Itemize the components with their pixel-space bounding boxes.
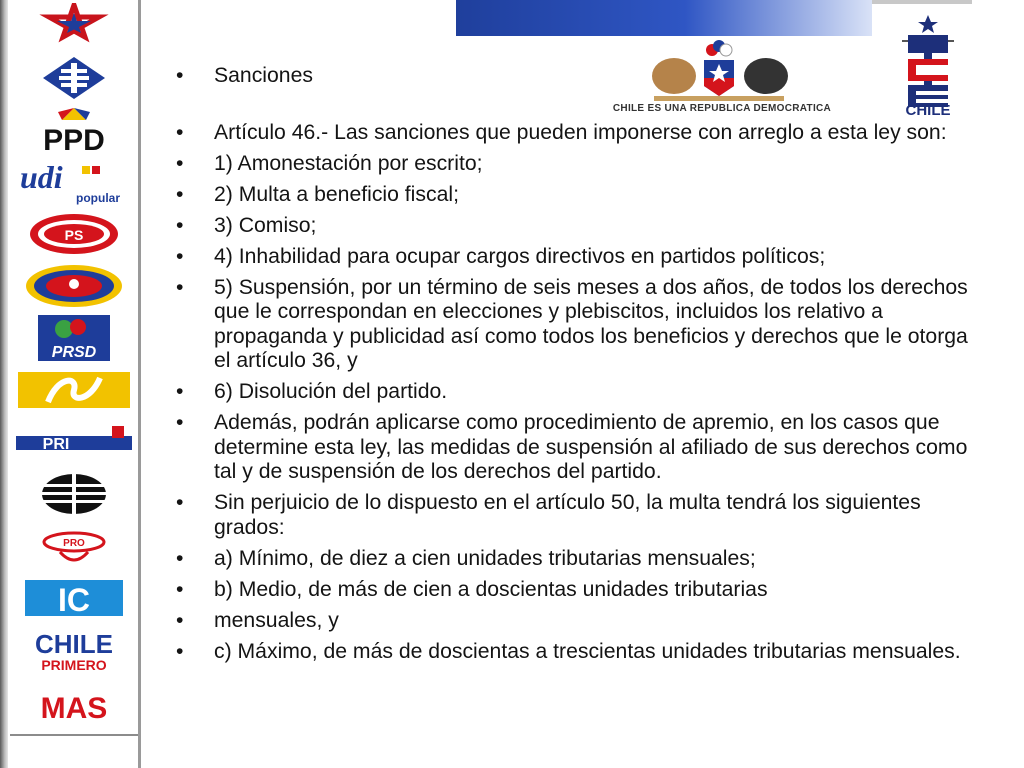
ps-icon <box>24 210 124 258</box>
list-item-text: mensuales, y <box>214 608 339 632</box>
list-item <box>176 64 986 89</box>
list-item-text: 6) Disolución del partido. <box>214 380 448 403</box>
party-logo-strip <box>0 0 140 768</box>
red-blue-circle-logo <box>10 260 138 314</box>
circle-emblem-icon <box>19 262 129 310</box>
header-blue-bar <box>456 0 872 36</box>
bullet-marker: • <box>176 275 184 299</box>
chile-primero-logo <box>10 624 138 678</box>
udi-logo <box>10 156 138 210</box>
list-item <box>176 640 986 665</box>
list-item <box>176 276 986 374</box>
prsd-icon <box>24 313 124 363</box>
list-item-text: 1) Amonestación por escrito; <box>214 151 483 175</box>
strip-divider <box>138 0 141 768</box>
prsd-logo <box>10 312 138 366</box>
list-item <box>176 578 986 603</box>
list-item <box>176 121 986 146</box>
list-item-text: b) Medio, de más de cien a doscientas unidades tributarias <box>214 577 768 601</box>
bullet-marker: • <box>176 411 184 434</box>
list-item <box>176 214 986 239</box>
shield-logo <box>10 52 138 106</box>
pri-text: PRI <box>42 436 70 453</box>
sanctions-bullet-list <box>176 64 986 671</box>
list-item-text: 4) Inhabilidad para ocupar cargos directivos en partidos políticos; <box>214 244 826 268</box>
primero-text: PRIMERO <box>41 657 107 673</box>
bullet-marker: • <box>176 491 184 514</box>
bullet-marker: • <box>176 244 184 268</box>
mas-logo <box>10 676 138 736</box>
chile-text: CHILE <box>35 629 113 659</box>
pro-text: PRO <box>63 538 85 549</box>
list-item <box>176 183 986 208</box>
bullet-marker: • <box>176 151 184 175</box>
pro-logo <box>10 520 138 574</box>
pro-icon <box>24 522 124 570</box>
udi-sub-text: popular <box>76 191 120 205</box>
bullet-marker: • <box>176 182 184 206</box>
list-item-text: c) Máximo, de más de doscientas a trescientas unidades tributarias mensuales. <box>214 639 961 663</box>
mas-text: MAS <box>40 692 108 725</box>
list-item-text: Sanciones <box>214 64 313 87</box>
ps-logo <box>10 208 138 262</box>
ppd-icon <box>14 106 134 154</box>
ic-logo <box>10 572 138 626</box>
list-item-text: 5) Suspensión, por un término de seis meses a dos años, de todos los derechos que le correspondan en elecciones y plebiscitos, incluidos los relativo a propaganda y publicidad así como todos los beneficios y derechos que le otorga el artículo 36, y <box>214 275 968 372</box>
shield-icon <box>39 55 109 101</box>
bullet-marker: • <box>176 577 184 601</box>
list-item <box>176 411 986 485</box>
ps-text: PS <box>64 227 84 243</box>
tce-chile-label: CHILE <box>905 102 951 119</box>
motto-text: CHILE ES UNA REPUBLICA DEMOCRATICA <box>612 103 832 114</box>
ppd-logo <box>10 104 138 158</box>
udi-icon <box>12 158 136 206</box>
list-item-text: 2) Multa a beneficio fiscal; <box>214 182 459 206</box>
globe-icon <box>34 470 114 518</box>
list-item <box>176 491 986 540</box>
udi-text: udi <box>20 159 63 195</box>
mas-icon <box>12 680 136 730</box>
bullet-marker: • <box>176 213 184 237</box>
bullet-marker: • <box>176 608 184 632</box>
ppd-text: PPD <box>43 124 105 154</box>
pri-icon <box>12 418 136 466</box>
list-item-text: 3) Comiso; <box>214 213 317 237</box>
prsd-text: PRSD <box>51 344 97 361</box>
pri-logo <box>10 416 138 470</box>
list-item <box>176 609 986 634</box>
yellow-logo <box>10 364 138 418</box>
bullet-marker: • <box>176 639 184 663</box>
list-item-text: Además, podrán aplicarse como procedimiento de apremio, en los casos que determine esta ley, las medidas de suspensión al afiliado de sus derechos como tal y de suspensión de los derechos del partido. <box>214 411 968 483</box>
yellow-emblem-icon <box>14 366 134 414</box>
bullet-marker: • <box>176 380 184 403</box>
star-logo <box>10 0 138 54</box>
list-item <box>176 152 986 177</box>
bullet-marker: • <box>176 64 184 87</box>
star-icon <box>19 3 129 49</box>
chile-primero-icon <box>12 625 136 675</box>
bullet-marker: • <box>176 546 184 570</box>
list-item <box>176 380 986 405</box>
list-item-text: Sin perjuicio de lo dispuesto en el artículo 50, la multa tendrá los siguientes grados: <box>214 491 921 539</box>
globe-logo <box>10 468 138 522</box>
ic-text: IC <box>58 582 90 618</box>
strip-edge <box>0 0 8 768</box>
list-item <box>176 245 986 270</box>
list-item <box>176 547 986 572</box>
ic-icon <box>19 574 129 622</box>
bullet-marker: • <box>176 120 184 144</box>
list-item-text: Artículo 46.- Las sanciones que pueden imponerse con arreglo a esta ley son: <box>214 120 947 144</box>
list-item-text: a) Mínimo, de diez a cien unidades tributarias mensuales; <box>214 546 756 570</box>
